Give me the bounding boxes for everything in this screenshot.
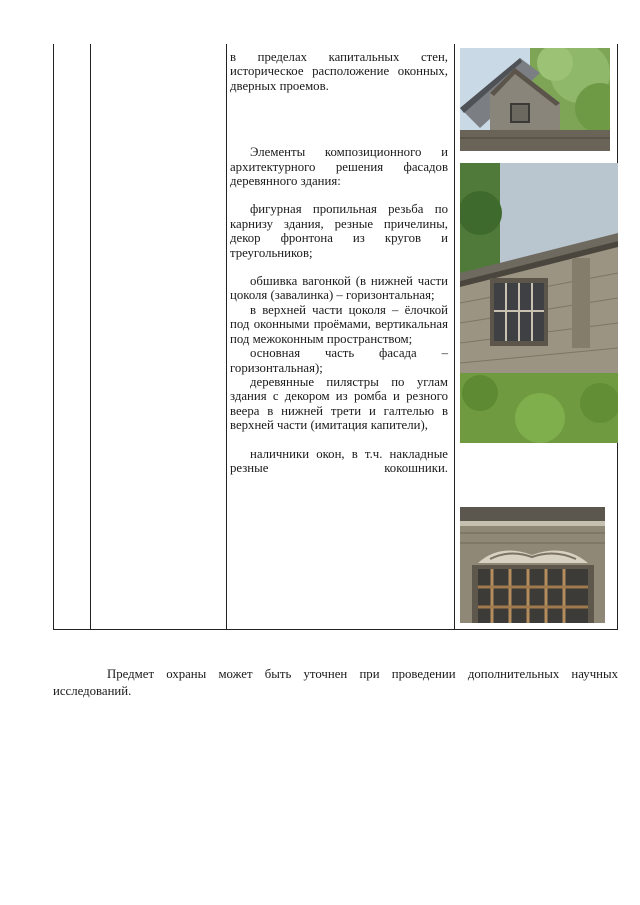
paragraph-pilasters: деревянные пилястры по углам здания с декором из ромба и резного веера в нижней трети и галтелью в верхней части (имитация капители), bbox=[230, 374, 448, 433]
column-divider-1 bbox=[90, 44, 91, 630]
window-kokoshnik-photo bbox=[460, 507, 605, 623]
paragraph-carving: фигурная пропильная резьба по карнизу здания, резные причелины, декор фронтона из кругов и треугольников; bbox=[230, 202, 448, 260]
paragraph-cladding: обшивка вагонкой (в нижней части цоколя (завалинка) – горизонтальная; bbox=[230, 274, 448, 303]
paragraph-main-facade: основная часть фасада – горизонтальная); bbox=[230, 346, 448, 375]
column-divider-2 bbox=[226, 44, 227, 630]
paragraph-window-frames: наличники окон, в т.ч. накладные резные кокошники. bbox=[230, 446, 448, 475]
footer-note-text: Предмет охраны может быть уточнен при проведении дополнительных научных исследований. bbox=[53, 666, 618, 698]
roof-gable-carving-photo bbox=[460, 48, 610, 151]
heritage-table bbox=[53, 44, 618, 630]
column-divider-3 bbox=[454, 44, 455, 630]
paragraph-elements-heading: Элементы композиционного и архитектурного решения фасадов деревянного здания: bbox=[230, 145, 448, 189]
table-border-left bbox=[53, 44, 54, 630]
protection-subject-text bbox=[230, 50, 448, 475]
paragraph-upper-plinth: в верхней части цоколя – ёлочкой под оконными проёмами, вертикальная под межоконным пространством; bbox=[230, 302, 448, 346]
footer-note bbox=[53, 666, 618, 700]
paragraph-walls: в пределах капитальных стен, историческое расположение оконных, дверных проемов. bbox=[230, 50, 448, 93]
building-facade-photo bbox=[460, 163, 618, 443]
table-border-bottom bbox=[53, 629, 618, 630]
